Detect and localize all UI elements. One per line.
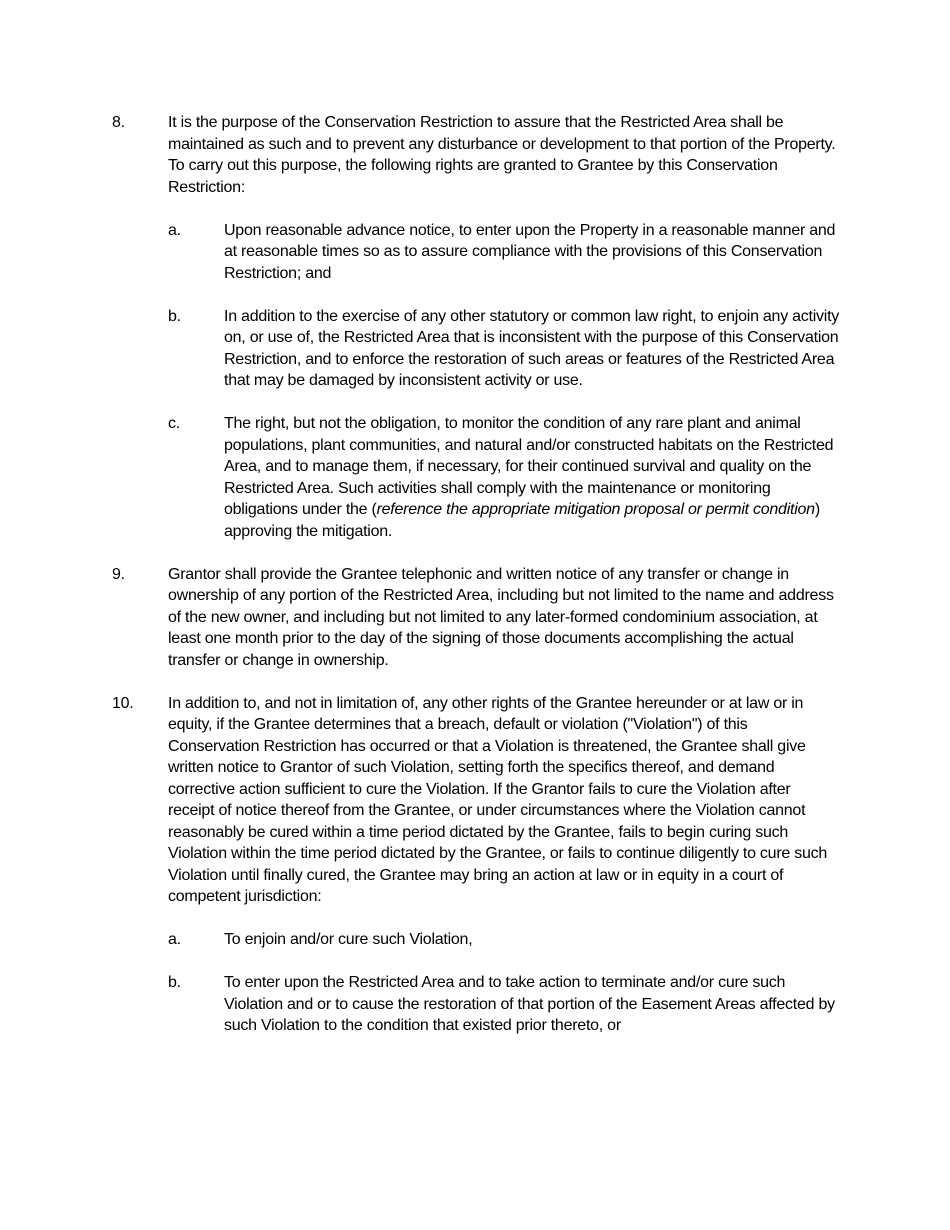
paragraph-number: 9. xyxy=(112,565,125,583)
subparagraph-letter: c. xyxy=(168,415,180,432)
subparagraph-letter: a. xyxy=(168,221,181,239)
subparagraph-letter: b. xyxy=(168,974,181,991)
paragraph-text: It is the purpose of the Conservation Restriction to assure that the Restricted Area shall be maintained as such and to prevent any disturbance or development to that portion of the Property. To carry out this purpose, the following rights are granted to Grantee by this Conservation Restriction: xyxy=(168,114,836,196)
document-body xyxy=(112,112,840,1037)
subparagraph-italic-reference: reference the appropriate mitigation proposal or permit condition xyxy=(376,501,815,518)
subparagraph-text xyxy=(224,413,840,542)
paragraph-number: 8. xyxy=(112,114,125,131)
subparagraph-text-start: The right, but not the obligation, to monitor the condition of any rare plant and animal populations, plant communities, and natural and/or constructed habitats on the Restricted Area, and to manage them, if necessary, for their continued survival and quality on the Restricted Area. Such activities shall comply with the maintenance or monitoring obligations under the ( xyxy=(224,415,834,518)
paragraph-text: Grantor shall provide the Grantee telephonic and written notice of any transfer or change in ownership of any portion of the Restricted Area, including but not limited to the name and address of the new owner, and including but not limited to any later-formed condominium association, at least one month prior to the day of the signing of those documents accomplishing the actual transfer or change in ownership. xyxy=(168,565,834,669)
subparagraph-text: In addition to the exercise of any other statutory or common law right, to enjoin any activity on, or use of, the Restricted Area that is inconsistent with the purpose of this Conservation Restriction, and to enforce the restoration of such areas or features of the Restricted Area that may be damaged by inconsistent activity or use. xyxy=(224,307,840,389)
subparagraph-letter: b. xyxy=(168,307,181,325)
subparagraph-text: To enter upon the Restricted Area and to take action to terminate and/or cure such Violation and or to cause the restoration of that portion of the Easement Areas affected by such Violation to the condition that existed prior thereto, or xyxy=(224,974,835,1034)
subparagraph-8a xyxy=(168,220,840,285)
subparagraph-text: Upon reasonable advance notice, to enter upon the Property in a reasonable manner and at reasonable times so as to assure compliance with the provisions of this Conservation Restriction; and xyxy=(224,221,836,282)
paragraph-content xyxy=(168,564,840,672)
subparagraph-text: To enjoin and/or cure such Violation, xyxy=(224,931,473,948)
paragraph-8 xyxy=(112,112,840,542)
subparagraph-8c xyxy=(168,413,840,542)
subparagraph-10a xyxy=(168,929,840,951)
subparagraph-10b xyxy=(168,972,840,1037)
paragraph-content xyxy=(168,693,840,1037)
subparagraph-text-end: ) approving the mitigation. xyxy=(224,501,820,540)
paragraph-9 xyxy=(112,564,840,672)
paragraph-text: In addition to, and not in limitation of, any other rights of the Grantee hereunder or at law or in equity, if the Grantee determines that a breach, default or violation ("Violation") of this Conservation Restriction has occurred or that a Violation is threatened, the Grantee shall give written notice to Grantor of such Violation, setting forth the specifics thereof, and demand corrective action sufficient to cure the Violation. If the Grantor fails to cure the Violation after receipt of notice thereof from the Grantee, or under circumstances where the Violation cannot reasonably be cured within a time period dictated by the Grantee, fails to begin curing such Violation within the time period dictated by the Grantee, or fails to continue diligently to cure such Violation until finally cured, the Grantee may bring an action at law or in equity in a court of competent jurisdiction: xyxy=(168,694,828,905)
paragraph-10 xyxy=(112,693,840,1037)
subparagraph-letter: a. xyxy=(168,931,181,948)
paragraph-number: 10. xyxy=(112,694,134,712)
subparagraph-8b xyxy=(168,306,840,392)
paragraph-content xyxy=(168,112,840,542)
